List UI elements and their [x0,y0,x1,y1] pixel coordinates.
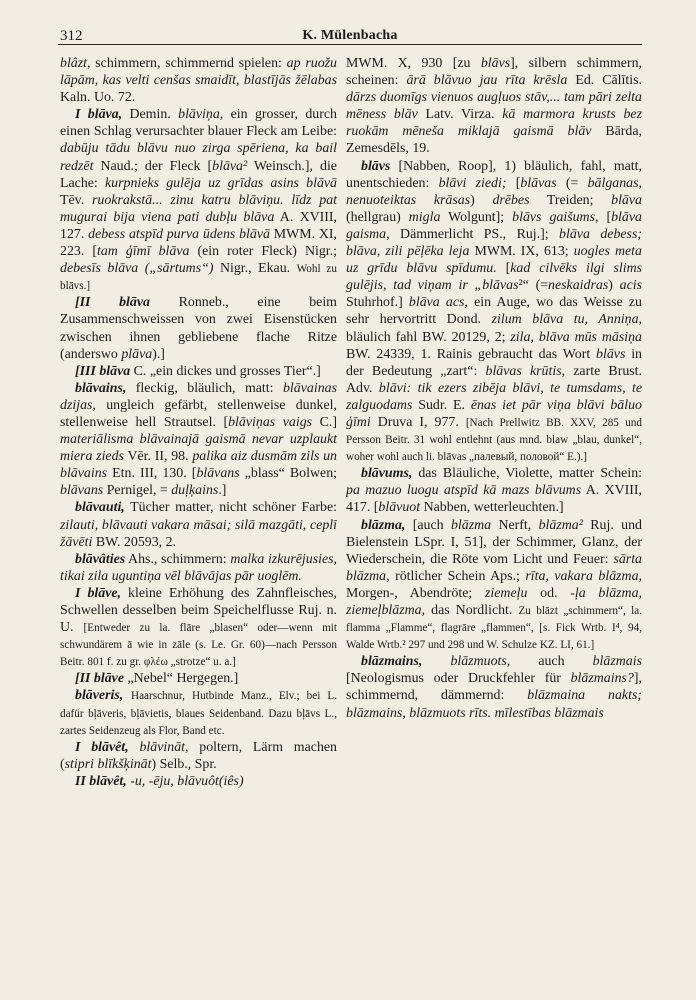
entry-text: „blass“ Bolwen; [239,466,337,482]
dictionary-entry [60,106,337,294]
entry-text: Ed. Cālītis. [567,73,642,89]
entry-text: blāzma² [538,517,583,533]
dictionary-entry [60,739,337,773]
entry-text: blāzmais [592,654,642,670]
entry-text: kad cilvēks ilgi slims gulējis, tad viņam ir „blāvas [346,261,642,294]
entry-text: tam ģīmī blāva [96,244,190,260]
dictionary-entry [60,55,337,106]
entry-text: debesīs blāva („sārtums“) [60,261,214,277]
entry-text: ein grosser, durch einen Schlag verursachter blauer Fleck am Leibe: [60,107,337,140]
left-column [60,55,337,990]
entry-text: duļķains [171,483,219,499]
entry-text: ziemeļu [485,585,528,601]
entry-text: Nigr., Ekau. [213,261,297,277]
entry-text: rötlicher Schein Aps.; [389,568,526,584]
entry-text: zarte Brust. Adv. [346,363,642,396]
entry-text: MWM. XI, 223. [ [60,226,337,260]
entry-text: ], silbern schimmern, scheinen: [346,56,642,89]
entry-text: uogles meta uz grīdu blāvu spīdumu. [346,244,642,277]
entry-text: dārzs duomīgs vienuos augļuos stāv,... tam pāri zelta mēness blāv [346,90,642,123]
entry-text: schimmern, schimmernd spielen: [90,56,287,71]
entry-text: blāvs [596,346,626,362]
entry-text: das Bläuliche, Violette, matter Schein: [412,466,642,482]
headword: II blāvêt, [75,773,127,789]
entry-text: blāva debess; blāva, zili pēļēka leja [346,226,642,260]
entry-text: blâzt, [60,56,91,71]
entry-text: blāvi ziedi; [438,175,507,191]
headword: blāvums, [361,466,413,482]
entry-text: -u, -ēju, blāvuôt(iês) [130,773,244,789]
entry-text [422,654,450,669]
entry-text: materiālisma blāvainajā gaismā nevar uzplaukt miera zieds [60,432,337,465]
entry-text: ) Selb., Spr. [151,756,217,772]
entry-text: ).] [152,346,165,362]
entry-text: Weinsch.], die Lache: [60,158,337,191]
entry-text: ) [470,192,493,208]
headword: I blāva, [75,107,123,123]
dictionary-entry [346,55,642,158]
entry-text: [Neologismus oder Druckfehler für [346,671,571,687]
headword: blāvs [361,158,391,174]
entry-text: blāzmuots, [450,654,511,670]
entry-text: bālganas, nenuoteiktas krāsas [346,175,642,208]
dictionary-entry [60,551,337,585]
entry-text: blāva [611,192,642,208]
entry-text: [Nach Prellwitz BB. XXV, 285 und Persson Beitr. 31 wohl entlehnt (aus mnd. blaw „blau, dunkel“, woher wohl auch li. blāvas „палевый, половой“ E.).] [346,416,642,464]
entry-text: palika aiz dusmām zils un blāvains [60,449,337,482]
entry-text: Ruj. und Bielenstein LSpr. I, 51], der Schimmer, Glanz, der Wiederschein, die Röte vom Licht und Feuer: [346,517,642,567]
headword: blāvâties [75,551,126,567]
entry-text: malka izkurējusies, tikai zila uguntiņa vēl blāvājas pār uoglēm. [60,551,337,584]
entry-text: Kaln. Uo. 72. [60,90,136,106]
entry-text: sārta blāzma, [346,551,642,584]
page-header [58,22,642,45]
entry-text: migla [408,209,441,225]
entry-text: zila, blāva mūs māsiņa [510,329,642,345]
entry-text: blāva² [212,158,248,174]
entry-text: acis [619,278,642,294]
entry-text: kurpnieks gulēja uz grīdas asins blāvā [105,175,337,191]
page-number: 312 [60,28,83,44]
dictionary-entry [60,380,337,500]
entry-text: Tēv. [60,192,92,208]
entry-text: Stuhrhof.] [346,295,409,311]
entry-text: neskaidras [548,278,609,294]
dictionary-entry [60,585,337,670]
entry-text: Dämmerlicht PS., Ruj.]; [389,226,560,242]
headword: I blāve, [75,585,121,601]
entry-text: BW. 20593, 2. [92,534,177,550]
entry-text: auch [510,654,593,670]
entry-text: Druva I, 977. [370,414,466,430]
entry-text: dabūju tādu blāvu nuo zirga spēriena, ka bail redzēt [60,141,337,174]
entry-text: ap ruožu lāpām, kas velti cenšas smaidīt, blastījās žēlabas [60,56,337,89]
entry-text: Ahs., schimmern: [125,551,231,567]
entry-text: ruokrakstā... zinu katru blāviņu. līdz pat mugurai bija viena pati dubļu blāva [60,192,337,225]
entry-text: zilum blāva tu, Anniņa, [491,312,642,328]
entry-text: blāviņa, [178,107,224,123]
entry-text: blāva acs, [408,295,468,311]
dictionary-entry [346,653,642,721]
entry-text: Treiden; [529,192,612,208]
headword: [III blāva [75,363,131,379]
entry-text: Sudr. E. [412,397,471,413]
entry-text: blāvs gaišums, [512,209,599,225]
entry-text: C.] [312,414,337,430]
dictionary-entry [60,499,337,550]
entry-text: (= [556,175,588,191]
running-head: K. Mülenbacha [302,28,398,43]
entry-text: Haarschnur, Hutbinde Manz., Elv.; bei L. dafür bļāveris, bļāvietis, blaues Seidenband. Dazu bļāvs L., zartes Seidenzeug als Flor, Band etc. [60,690,337,737]
dictionary-entry [60,773,337,790]
headword: blāzma, [361,517,406,533]
dictionary-entry [346,465,642,516]
entry-text: in der Bedeutung „zart“: [346,346,642,379]
entry-text: [ [598,209,612,225]
entry-text: blāzma [450,517,492,533]
entry-text: [ [496,261,511,277]
dictionary-entry [60,294,337,362]
entry-text: blāzmains? [570,671,634,687]
entry-text: blāvināt, [139,739,189,755]
entry-text: blāviņas vaigs [228,414,313,430]
entry-text: „Nebel“ Hergegen.] [124,671,239,687]
headword: [II blāva [75,295,150,311]
entry-text: Naud.; der Fleck [ [93,158,213,174]
entry-text: ) [608,278,620,294]
entry-text: Demin. [122,107,179,123]
headword: blāvauti, [75,500,125,516]
entry-text: kleine Erhöhung des Zahnfleisches, Schwellen desselben beim Speichelflusse Ruj. n. U. [60,585,337,636]
entry-text: ], schimmernd, dämmernd: [346,671,642,704]
entry-text: Wolgunt]; [440,209,513,225]
dictionary-entry [60,670,337,687]
entry-text: blāvi: tik ezers zibēja blāvi, te tumsdams, te zalguodams [346,380,642,413]
entry-text: blāvans [60,483,104,499]
entry-text: zilauti, blāvauti vakara māsai; silā mazgāti, ceplī žāvēti [60,517,337,550]
entry-text: [auch [405,517,451,533]
entry-text: blāvainas dzijas, [60,380,337,413]
dictionary-entry [346,158,642,466]
entry-text: Nabben, wetterleuchten.] [420,500,564,516]
entry-text: Ronneb., eine beim Zusammenschweissen von zwei Eisenstücken zwischen ihnen gebliebene flache Ritze (anderswo [60,295,337,362]
entry-text: .] [218,483,227,499]
entry-text: -ļa blāzma, ziemeļblāzma, [346,585,642,618]
entry-text: Morgen-, Abendröte; [346,585,485,601]
entry-text: blāzmaina nakts; blāzmains, blāzmuots rīts. mīlestības blāzmais [346,688,642,721]
entry-text: plāva [121,346,153,362]
dictionary-entry [60,687,337,738]
entry-text: blāvans [196,466,240,482]
entry-text: blāvas [520,175,557,191]
headword: blāvains, [75,380,127,396]
entry-text: Latv. Virza. [417,107,503,123]
entry-text [123,688,131,703]
entry-text: Tücher matter, nicht schöner Farbe: [124,500,337,516]
entry-text: blāva gaisma, [346,209,642,242]
entry-text: MWM. IX, 613; [469,244,574,260]
entry-text: blāvas krūtis, [485,363,566,379]
entry-text: Nerft, [491,517,539,533]
entry-text: [Entweder zu la. flāre „blasen“ oder—wenn mit schwundärem ā wie in zāle (s. Le. Gr. 60)—nach Persson Beitr. 801 f. zu gr. φλέω „strotze“ u. a.] [60,622,337,669]
entry-text: fleckig, bläulich, matt: [126,380,283,396]
entry-text: Bārda, Zemesdēls, 19. [346,124,642,157]
entry-text: blāvs [480,56,511,71]
entry-text: Vēr. II, 98. [123,449,193,465]
entry-text: ungleich gefärbt, stellenweise dunkel, stellenweise hell Strautsel. [ [60,397,337,430]
headword: blāzmains, [361,654,423,670]
headword: I blāvêt, [75,739,129,755]
entry-text: (ein roter Fleck) Nigr.; [189,244,337,260]
right-column [346,55,642,990]
entry-text: od. [527,585,571,601]
entry-text [129,740,140,755]
entry-text: A. XVIII, 127. [60,209,337,242]
entry-text: Zu blāzt „schimmern“, la. flamma „Flamme“, flagrāre „flammen“, [s. Fick Wrtb. I⁴, 94, Walde Wrtb.² 297 und 298 und W. Schulze KZ. LI, 61.] [346,605,642,652]
dictionary-entry [346,517,642,654]
entry-text: ēnas iet pār viņa blāvi bāluo ģīmi [346,397,642,430]
entry-text: MWM. X, 930 [zu [346,56,481,71]
entry-text: drēbes [492,192,530,208]
entry-text: A. XVIII, 417. [ [346,483,642,516]
entry-text: Wohl zu blāvs.] [60,263,337,293]
entry-text: blāvuot [378,500,421,516]
entry-text: pa mazuo luogu atspīd kā mazs blāvums [346,483,582,499]
entry-text: ārā blāvuo jau rīta krēsla [406,73,568,89]
entry-text: ²“ (= [518,278,549,294]
entry-text: das Nordlicht. [425,603,519,618]
entry-text: rīta, vakara blāzma, [525,568,642,584]
entry-text: [Nabben, Roop], 1) bläulich, fahl, matt, unentschieden: [346,158,642,191]
entry-text: [ [506,175,521,191]
dictionary-entry [60,363,337,380]
headword: blāveris, [75,688,124,704]
entry-text: C. „ein dickes und grosses Tier“.] [130,363,321,379]
entry-text: poltern, Lärm machen ( [60,739,337,772]
entry-text: Etn. III, 130. [ [107,466,197,482]
entry-text: BW. 24339, 1. Rainis gebraucht das Wort [346,346,597,362]
entry-text: stipri blīkšķināt [64,756,152,772]
entry-text: (hellgrau) [346,209,409,225]
entry-text: kā marmora krusts bez ruokām mēneša miklajā gaismā blāv [346,107,642,140]
entry-text: bläulich fahl BW. 20129, 2; [346,329,511,345]
headword: [II blāve [75,671,124,687]
entry-text: Pernigel, = [103,483,172,499]
entry-text: debess atspīd purva ūdens blāvā [88,226,270,242]
entry-text: ein Auge, wo das Weisse zu sehr hervortritt Dond. [346,295,642,328]
